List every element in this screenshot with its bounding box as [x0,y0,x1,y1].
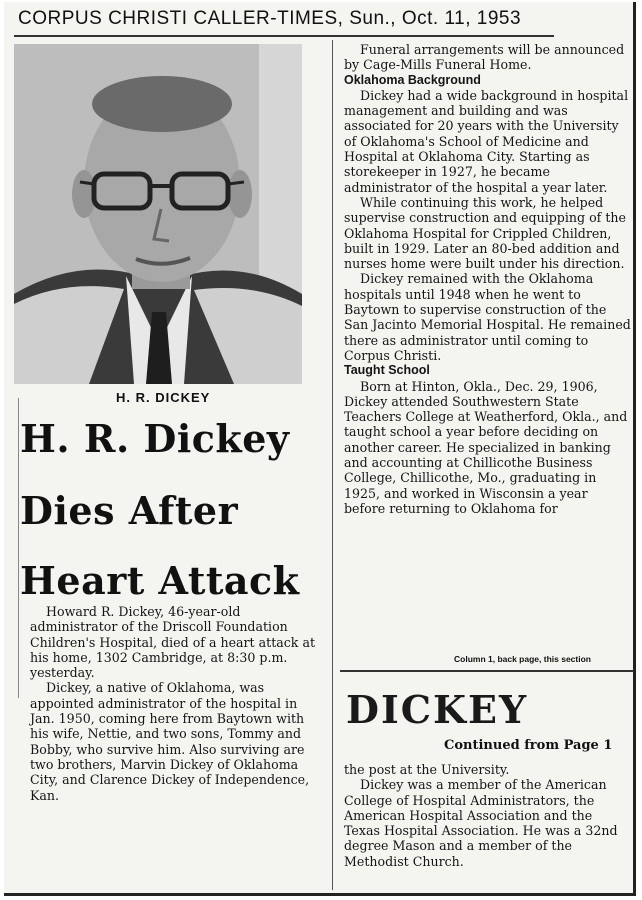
left-rule [18,398,19,698]
continued-from-label: Continued from Page 1 [444,738,613,753]
column-divider [332,40,333,890]
article-paragraph: Dickey had a wide background in hospital management and building and was associated for 20 years with the University of Oklahoma's School of Medicine and Hospital at Oklahoma City. Starting as storekeeper in 1927, he became administrator of the hospital a year later. [344,87,629,195]
portrait-image [14,44,302,384]
continuation-rule [340,670,634,672]
article-paragraph: Dickey was a member of the American College of Hospital Administrators, the American Hospital Association and the Texas Hospital Association. He was a 32nd degree Mason and a member of the Methodist Church. [344,777,618,869]
article-paragraph: Howard R. Dickey, 46-year-old administrator of the Driscoll Foundation Children's Hospital, died of a heart attack at his home, 1302 Cambridge, at 8:30 p.m. yesterday. [30,604,316,681]
jump-line: Column 1, back page, this section [454,654,591,664]
article-paragraph: While continuing this work, he helped supervise construction and equipping of the Oklahoma Hospital for Crippled Children, built in 1929. Later an 80-bed addition and nurses home were built under his direction. [344,194,626,272]
subhead-oklahoma-background: Oklahoma Background [344,72,481,87]
subhead-taught-school: Taught School [344,363,430,378]
article-paragraph: the post at the University. [344,762,510,777]
newspaper-clipping [4,2,636,896]
headline-line-2: Dies After [20,488,239,533]
portrait-photo [14,44,302,384]
headline-line-1: H. R. Dickey [20,416,290,461]
masthead: CORPUS CHRISTI CALLER-TIMES, Sun., Oct. 11, 1953 [18,8,522,29]
article-paragraph: Dickey remained with the Oklahoma hospitals until 1948 when he went to Baytown to supervise construction of the San Jacinto Memorial Hospital. He remained there as administrator until coming to Corpus Christi. [344,271,631,363]
article-paragraph: Born at Hinton, Okla., Dec. 29, 1906, Dickey attended Southwestern State Teachers College at Weatherford, Okla., and taught school a year before deciding on another career. He specialized in banking and accounting at Chillicothe Business College, Chillicothe, Mo., graduating in 1925, and worked in Wisconsin a year before returning to Oklahoma for [344,378,628,516]
photo-caption: H. R. DICKEY [116,390,211,405]
masthead-rule [14,35,554,37]
continuation-body [344,762,632,869]
continuation-title: DICKEY [346,687,529,732]
article-body-left [30,604,322,803]
article-paragraph: Dickey, a native of Oklahoma, was appointed administrator of the hospital in Jan. 1950, coming here from Baytown with his wife, Nettie, and two sons, Tommy and Bobby, who survive him. Also surviving are two brothers, Marvin Dickey of Oklahoma City, and Clarence Dickey of Independence, Kan. [30,680,310,803]
headline-line-3: Heart Attack [20,558,300,603]
article-paragraph: Funeral arrangements will be announced by Cage-Mills Funeral Home. [344,42,625,73]
article-body-right [344,42,632,516]
